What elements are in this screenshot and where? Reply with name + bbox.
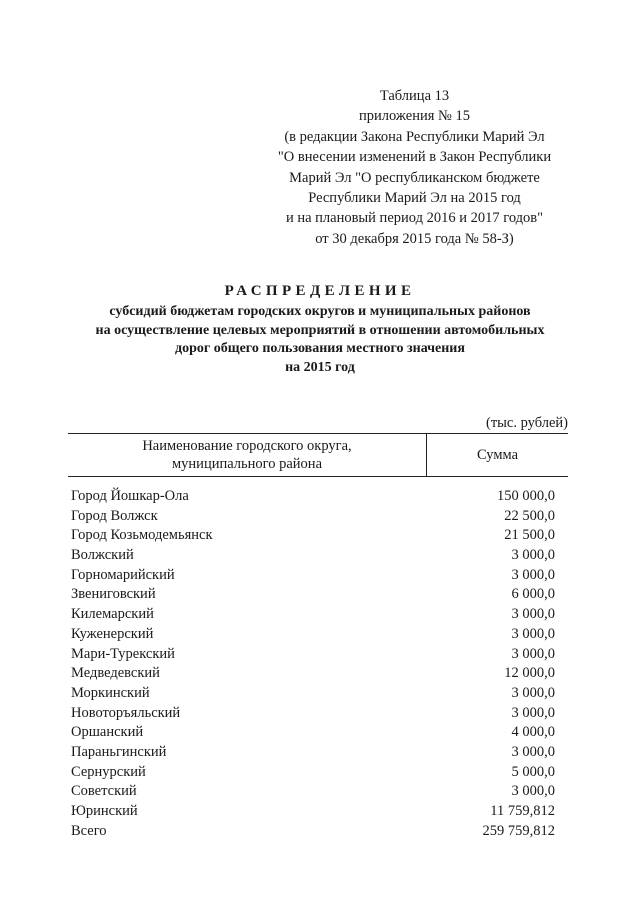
- table-body: [71, 487, 555, 822]
- title-main: РАСПРЕДЕЛЕНИЕ: [224, 283, 416, 299]
- row-name: Звениговский: [71, 586, 156, 603]
- row-sum: 3 000,0: [511, 547, 555, 564]
- table-row: [71, 526, 555, 546]
- row-sum: 4 000,0: [511, 724, 555, 741]
- total-row: [71, 823, 555, 840]
- header-line: и на плановый период 2016 и 2017 годов": [285, 210, 544, 227]
- row-name: Сернурский: [71, 763, 146, 780]
- row-name: Советский: [71, 783, 137, 800]
- row-sum: 150 000,0: [497, 488, 555, 504]
- header-line: от 30 декабря 2015 года № 58-З): [315, 230, 514, 247]
- table-row: [71, 487, 555, 507]
- row-name: Куженерский: [71, 625, 154, 642]
- table-row: [71, 585, 555, 605]
- table-row: [71, 645, 555, 665]
- row-sum: 3 000,0: [511, 645, 555, 662]
- row-name: Медведевский: [71, 665, 160, 682]
- row-name: Килемарский: [71, 606, 154, 623]
- row-name: Мари-Турекский: [71, 645, 175, 662]
- row-name: Юринский: [71, 803, 138, 819]
- table-row: [71, 507, 555, 527]
- column-header-sum: Сумма: [427, 434, 569, 477]
- row-name: Моркинский: [71, 684, 150, 701]
- table-row: [71, 684, 555, 704]
- row-sum: 22 500,0: [504, 507, 555, 524]
- row-sum: 3 000,0: [511, 606, 555, 623]
- table-row: [71, 704, 555, 724]
- row-sum: 21 500,0: [504, 527, 555, 544]
- column-header-name-line: Наименование городского округа,: [142, 438, 352, 454]
- row-name: Параньгинский: [71, 743, 167, 760]
- header-line: Республики Марий Эл на 2015 год: [308, 190, 521, 207]
- header-line: приложения № 15: [359, 108, 470, 125]
- title-subline: на осуществление целевых мероприятий в отношении автомобильных: [95, 322, 545, 338]
- total-sum: 259 759,812: [482, 823, 555, 839]
- table-row: [71, 664, 555, 684]
- table-row: [71, 802, 555, 822]
- title-subline: субсидий бюджетам городских округов и муниципальных районов: [109, 304, 531, 319]
- row-name: Оршанский: [71, 724, 144, 741]
- column-header-name: [68, 434, 427, 477]
- table-row: [71, 723, 555, 743]
- header-line: "О внесении изменений в Закон Республики: [277, 149, 552, 166]
- table-row: [71, 625, 555, 645]
- table-row: [71, 566, 555, 586]
- row-name: Город Козьмодемьянск: [71, 527, 213, 544]
- row-sum: 12 000,0: [504, 665, 555, 682]
- row-sum: 6 000,0: [511, 586, 555, 603]
- total-label: Всего: [71, 823, 107, 839]
- row-sum: 3 000,0: [511, 566, 555, 583]
- row-name: Новоторъяльский: [71, 704, 181, 721]
- row-name: Горномарийский: [71, 566, 175, 583]
- row-sum: 11 759,812: [490, 803, 555, 819]
- header-line: Таблица 13: [379, 88, 450, 104]
- row-sum: 3 000,0: [511, 684, 555, 701]
- header-line: Марий Эл "О республиканском бюджете: [289, 169, 540, 186]
- table-row: [71, 605, 555, 625]
- row-name: Волжский: [71, 547, 134, 564]
- document-title: [60, 281, 580, 377]
- row-sum: 3 000,0: [511, 625, 555, 642]
- table-header: [68, 433, 568, 477]
- row-sum: 3 000,0: [511, 743, 555, 760]
- table-row: [71, 782, 555, 802]
- row-name: Город Йошкар-Ола: [71, 488, 189, 504]
- table-row: [71, 546, 555, 566]
- document-header: [262, 86, 567, 249]
- row-sum: 3 000,0: [511, 783, 555, 800]
- row-sum: 3 000,0: [511, 704, 555, 721]
- header-line: (в редакции Закона Республики Марий Эл: [284, 128, 545, 145]
- column-header-name-line: муниципального района: [172, 456, 322, 472]
- row-name: Город Волжск: [71, 507, 158, 524]
- table-row: [71, 743, 555, 763]
- title-subline: дорог общего пользования местного значения: [175, 341, 465, 356]
- table-row: [71, 763, 555, 783]
- units-label: (тыс. рублей): [486, 415, 568, 431]
- row-sum: 5 000,0: [511, 763, 555, 780]
- title-subline: на 2015 год: [285, 359, 355, 375]
